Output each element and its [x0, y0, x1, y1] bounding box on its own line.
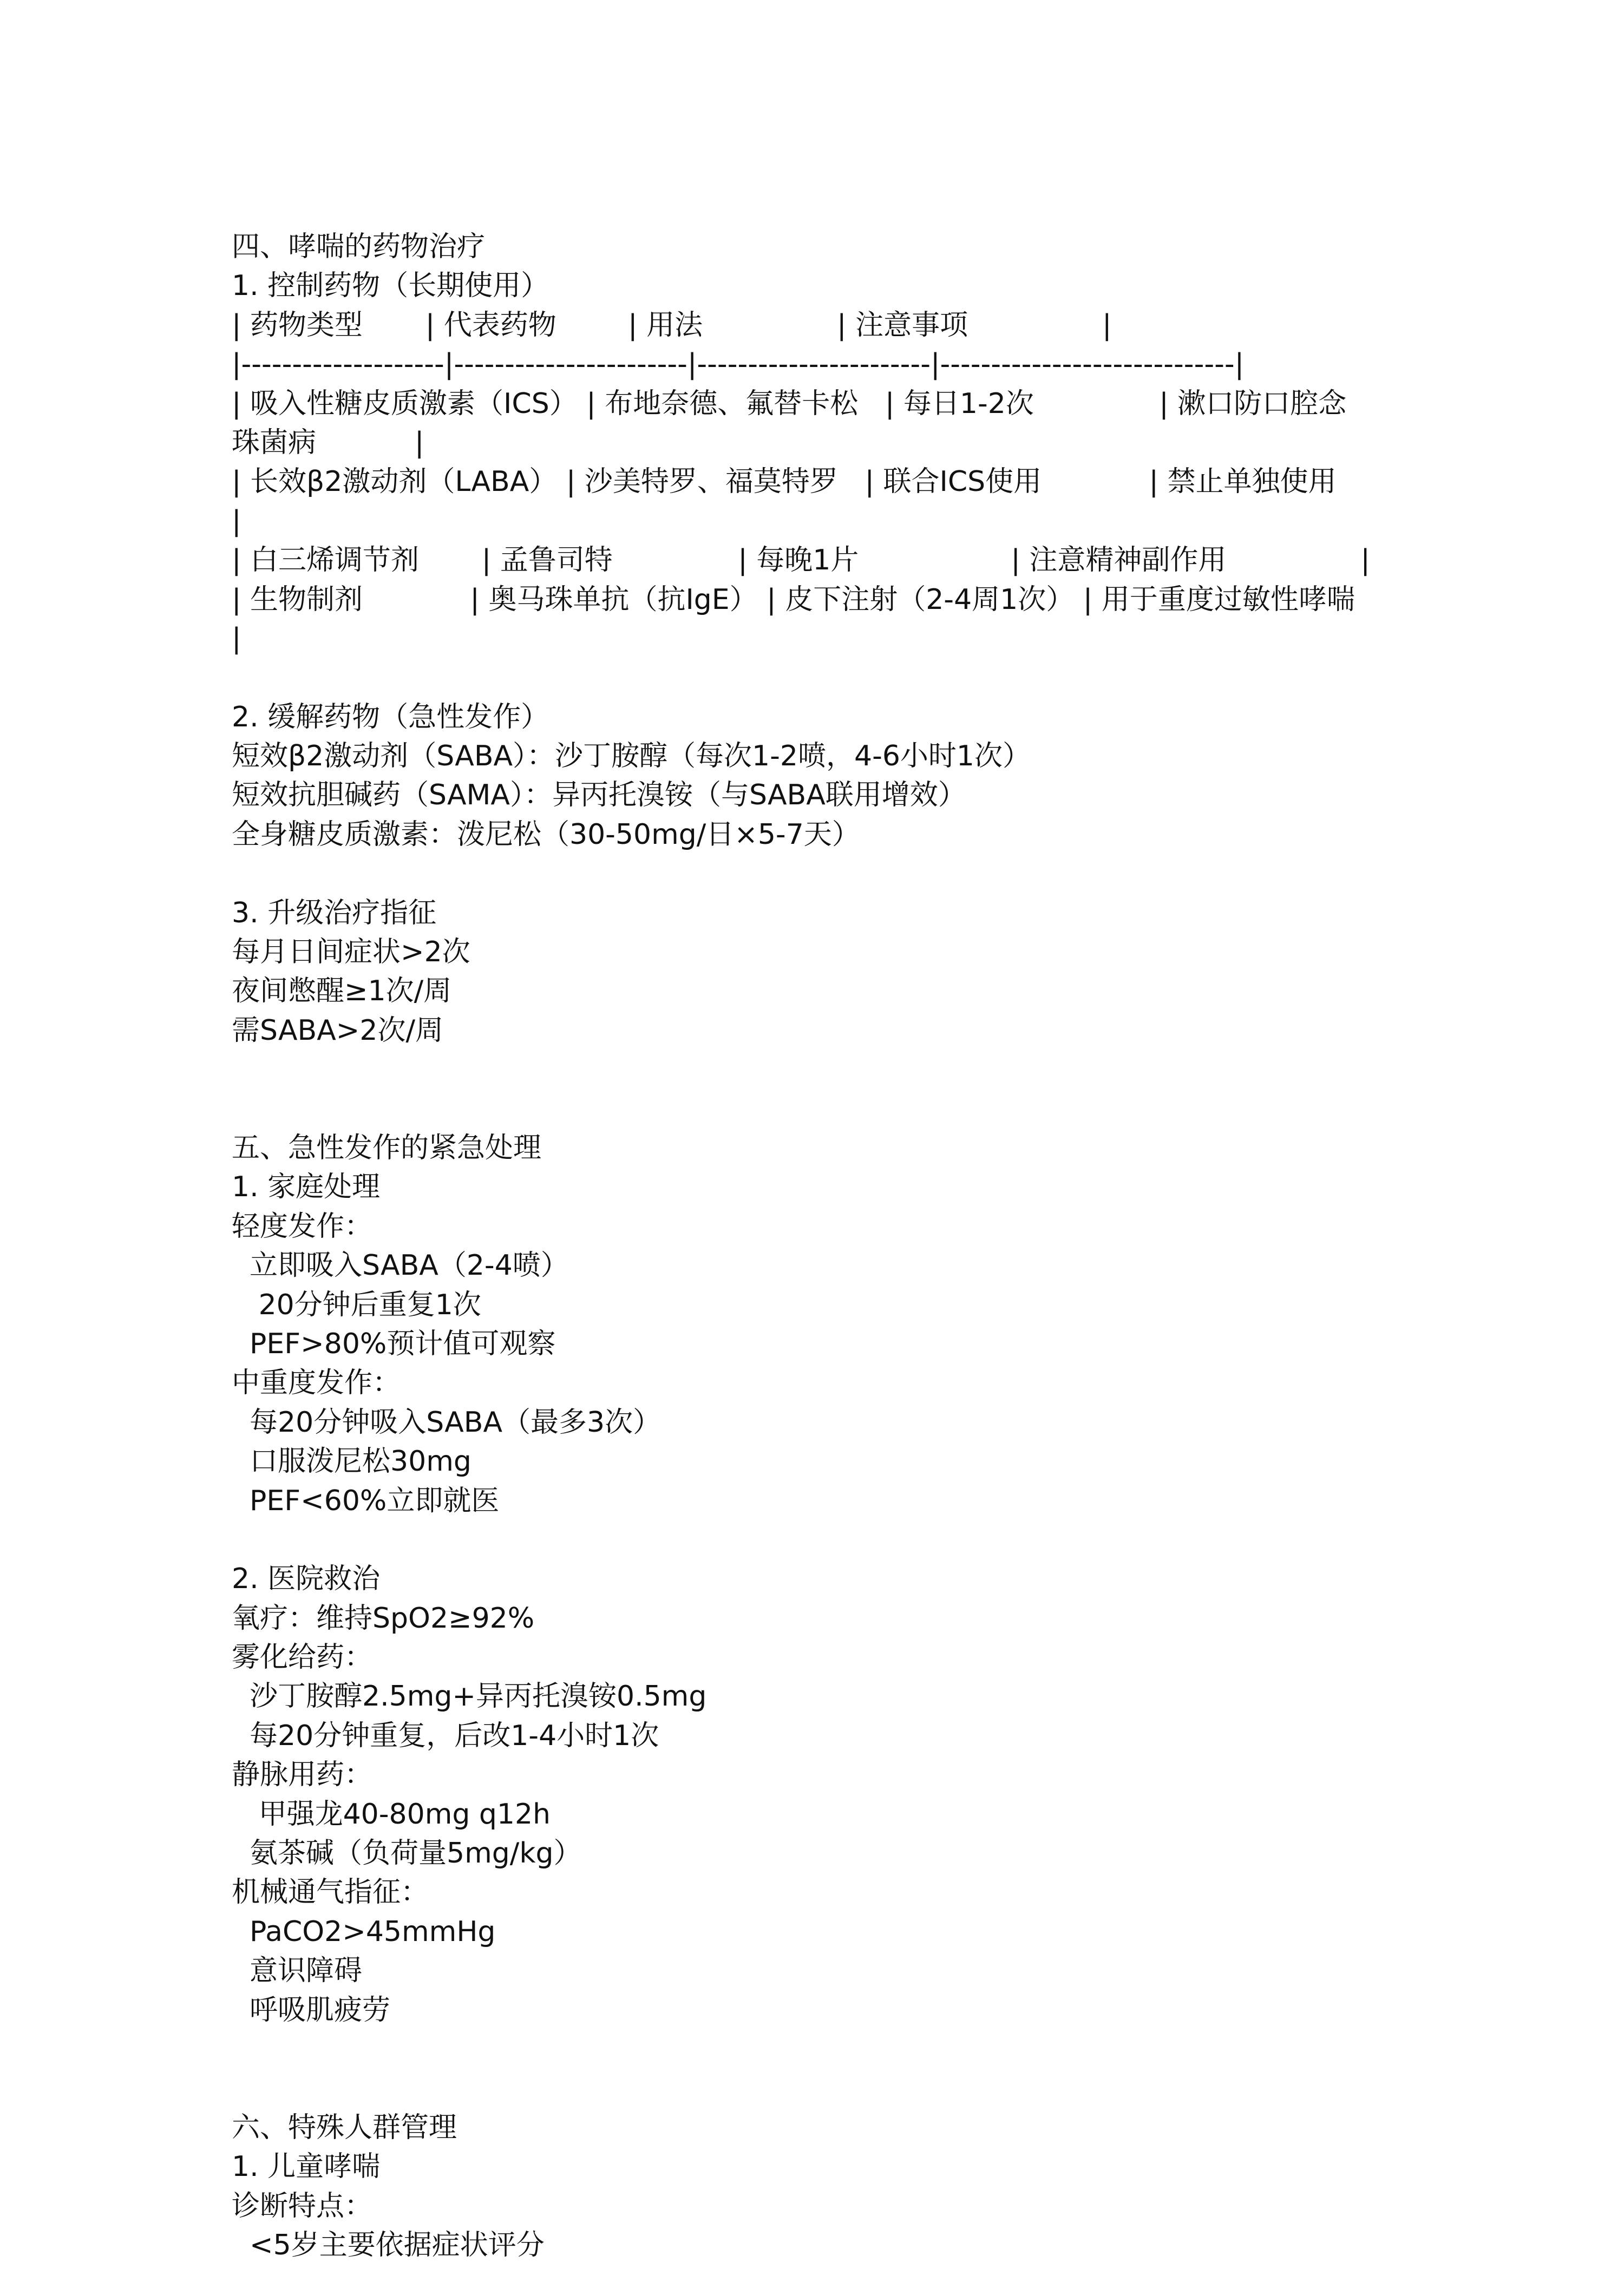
- table-row: |--------------------|-----------------------|-----------------------|-----------------------------|: [232, 348, 1245, 381]
- home-care-heading: 1. 家庭处理: [232, 1171, 381, 1204]
- list-item: 每20分钟吸入SABA（最多3次）: [232, 1406, 662, 1439]
- list-item: 沙丁胺醇2.5mg+异丙托溴铵0.5mg: [232, 1680, 707, 1713]
- list-item: 轻度发作：: [232, 1210, 373, 1243]
- list-item: 需SABA>2次/周: [232, 1014, 443, 1047]
- list-item: 立即吸入SABA（2-4喷）: [232, 1249, 569, 1282]
- table-row: | 吸入性糖皮质激素（ICS） | 布地奈德、氟替卡松 | 每日1-2次 | 漱口防口腔念: [232, 387, 1347, 420]
- list-item: 意识障碍: [232, 1955, 363, 1988]
- table-row: | 长效β2激动剂（LABA） | 沙美特罗、福莫特罗 | 联合ICS使用 | 禁止单独使用: [232, 465, 1337, 499]
- table-row: |: [232, 622, 241, 655]
- document-body: [232, 227, 1423, 2265]
- list-item: 机械通气指征：: [232, 1876, 429, 1909]
- list-item: <5岁主要依据症状评分: [232, 2228, 545, 2261]
- list-item: 呼吸肌疲劳: [232, 1994, 391, 2027]
- list-item: 静脉用药：: [232, 1759, 373, 1792]
- list-item: 诊断特点：: [232, 2189, 373, 2222]
- list-item: 氧疗：维持SpO2≥92%: [232, 1602, 535, 1635]
- list-item: 口服泼尼松30mg: [232, 1445, 472, 1478]
- list-item: 短效抗胆碱药（SAMA）：异丙托溴铵（与SABA联用增效）: [232, 779, 966, 812]
- list-item: 夜间憋醒≥1次/周: [232, 975, 452, 1008]
- section-6-heading: 六、特殊人群管理: [232, 2111, 457, 2144]
- table-row: | 白三烯调节剂 | 孟鲁司特 | 每晚1片 | 注意精神副作用 |: [232, 544, 1370, 577]
- list-item: PaCO2>45mmHg: [232, 1915, 496, 1948]
- step-up-heading: 3. 升级治疗指征: [232, 896, 437, 929]
- list-item: 氨茶碱（负荷量5mg/kg）: [232, 1837, 582, 1870]
- list-item: 每20分钟重复，后改1-4小时1次: [232, 1719, 659, 1752]
- controller-drugs-heading: 1. 控制药物（长期使用）: [232, 270, 549, 303]
- hospital-care-heading: 2. 医院救治: [232, 1563, 381, 1596]
- pediatric-asthma-heading: 1. 儿童哮喘: [232, 2150, 381, 2183]
- table-row: | 药物类型 | 代表药物 | 用法 | 注意事项 |: [232, 309, 1112, 342]
- list-item: 中重度发作：: [232, 1367, 401, 1400]
- section-4-heading: 四、哮喘的药物治疗: [232, 231, 486, 263]
- section-5-heading: 五、急性发作的紧急处理: [232, 1132, 542, 1164]
- table-row: 珠菌病 |: [232, 426, 424, 459]
- list-item: 短效β2激动剂（SABA）：沙丁胺醇（每次1-2喷，4-6小时1次）: [232, 740, 1031, 773]
- list-item: 甲强龙40-80mg q12h: [232, 1798, 551, 1831]
- list-item: 每月日间症状>2次: [232, 936, 470, 969]
- table-row: |: [232, 504, 241, 537]
- table-row: | 生物制剂 | 奥马珠单抗（抗IgE） | 皮下注射（2-4周1次） | 用于重度过敏性哮喘: [232, 583, 1355, 616]
- list-item: 20分钟后重复1次: [232, 1288, 481, 1321]
- reliever-drugs-heading: 2. 缓解药物（急性发作）: [232, 700, 549, 733]
- controller-drug-table: [232, 306, 1423, 659]
- list-item: PEF>80%预计值可观察: [232, 1327, 556, 1360]
- list-item: 全身糖皮质激素：泼尼松（30-50mg/日×5-7天）: [232, 818, 860, 851]
- list-item: PEF<60%立即就医: [232, 1484, 500, 1517]
- list-item: 雾化给药：: [232, 1641, 373, 1674]
